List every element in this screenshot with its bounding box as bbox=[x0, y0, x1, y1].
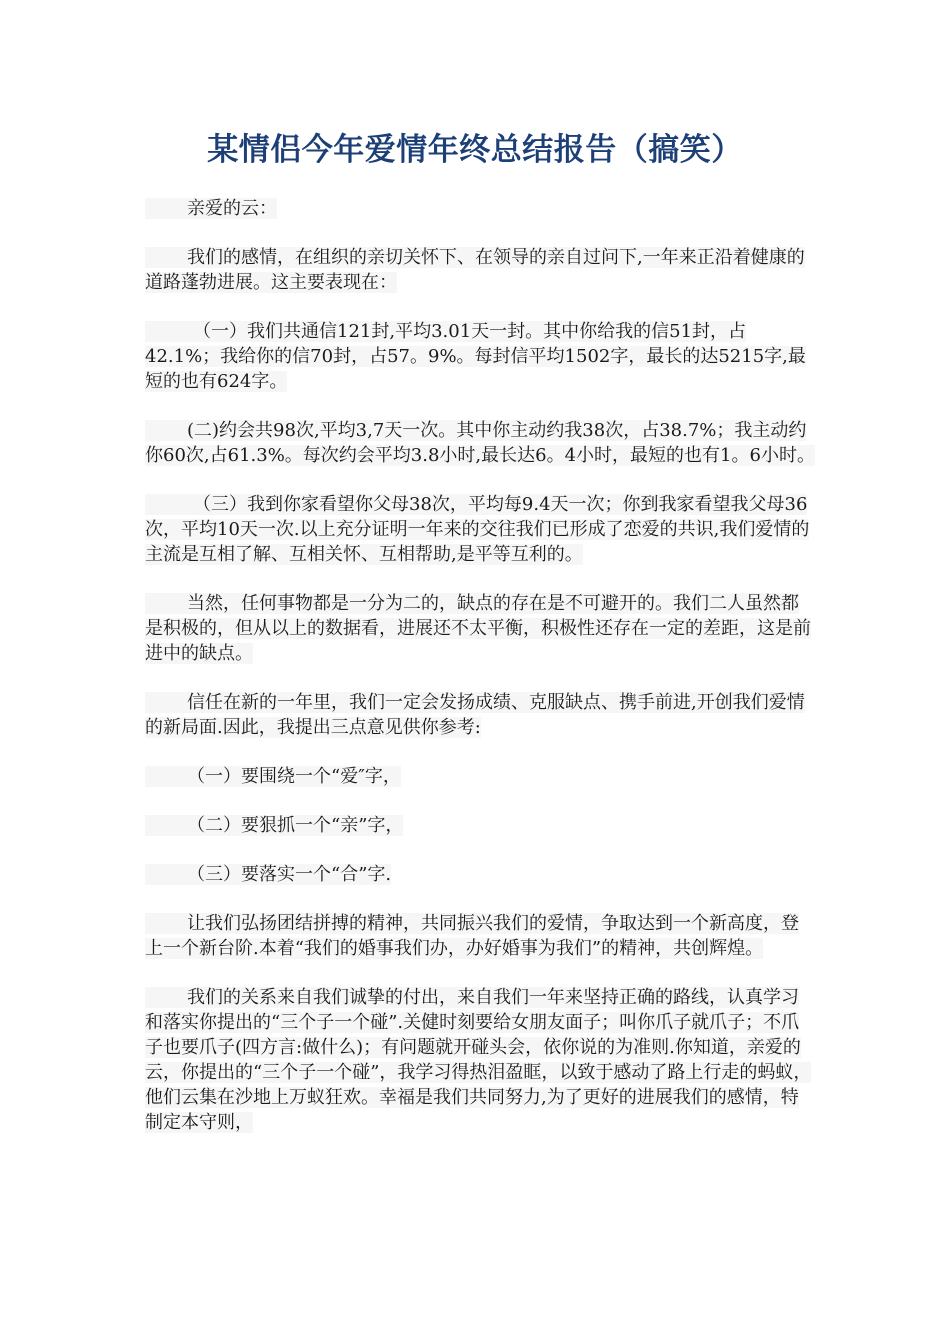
paragraph bbox=[145, 319, 815, 394]
list-item bbox=[145, 862, 815, 887]
salutation: 亲爱的云： bbox=[187, 198, 277, 219]
paragraph bbox=[145, 690, 815, 740]
paragraph-text: 我们的关系来自我们诚挚的付出，来自我们一年来坚持正确的路线，认真学习和落实你提出的“三个子一个碰”.关健时刻要给女朋友面子；叫你爪子就爪子；不爪子也要爪子(四方言:做什么)；有问题就开碰头会，依你说的为准则.你知道，亲爱的云，你提出的“三个子一个碰”，我学习得热泪盈眶，以致于感动了路上行走的蚂蚁，他们云集在沙地上万蚁狂欢。幸福是我们共同努力,为了更好的进展我们的感情，特制定本守则， bbox=[145, 987, 812, 1133]
document-title: 某情侣今年爱情年终总结报告（搞笑） bbox=[207, 132, 743, 168]
paragraph-text: （三）我到你家看望你父母38次，平均每9.4天一次；你到我家看望我父母36次，平均10天一次.以上充分证明一年来的交往我们已形成了恋爱的共识,我们爱情的主流是互相了解、互相关怀、互相帮助,是平等互利的。 bbox=[145, 494, 810, 565]
document-body bbox=[145, 196, 815, 1159]
list-item-text: （一）要围绕一个“爱″字， bbox=[187, 766, 401, 787]
paragraph-text: (二)约会共98次,平均3,7天一次。其中你主动约我38次，占38.7%；我主动约你60次,占61.3%。每次约会平均3.8小时,最长达6。4小时，最短的也有1。6小时。 bbox=[145, 420, 815, 466]
paragraph bbox=[145, 418, 815, 468]
paragraph-text: 我们的感情，在组织的亲切关怀下、在领导的亲自过问下,一年来正沿着健康的道路蓬勃进展。这主要表现在： bbox=[145, 247, 805, 293]
paragraph bbox=[145, 492, 815, 567]
salutation-paragraph bbox=[145, 196, 815, 221]
paragraph-text: 信任在新的一年里，我们一定会发扬成绩、克服缺点、携手前进,开创我们爱情的新局面.因此，我提出三点意见供你参考: bbox=[145, 692, 805, 738]
list-item bbox=[145, 813, 815, 838]
paragraph bbox=[145, 911, 815, 961]
paragraph-text: 让我们弘扬团结拼搏的精神，共同振兴我们的爱情，争取达到一个新高度，登上一个新台阶.本着“我们的婚事我们办，办好婚事为我们”的精神，共创辉煌。 bbox=[145, 913, 799, 959]
list-item-text: （二）要狠抓一个“亲”字， bbox=[187, 815, 404, 836]
paragraph bbox=[145, 245, 815, 295]
paragraph bbox=[145, 985, 815, 1135]
paragraph-text: 当然，任何事物都是一分为二的，缺点的存在是不可避开的。我们二人虽然都是积极的，但从以上的数据看，进展还不太平衡，积极性还存在一定的差距，这是前进中的缺点。 bbox=[145, 593, 811, 664]
list-item bbox=[145, 764, 815, 789]
paragraph-text: （一）我们共通信121封,平均3.01天一封。其中你给我的信51封，占42.1%；我给你的信70封，占57。9%。每封信平均1502字，最长的达5215字,最短的也有624字。 bbox=[145, 321, 806, 392]
list-item-text: （三）要落实一个“合”字. bbox=[187, 864, 392, 885]
paragraph bbox=[145, 591, 815, 666]
